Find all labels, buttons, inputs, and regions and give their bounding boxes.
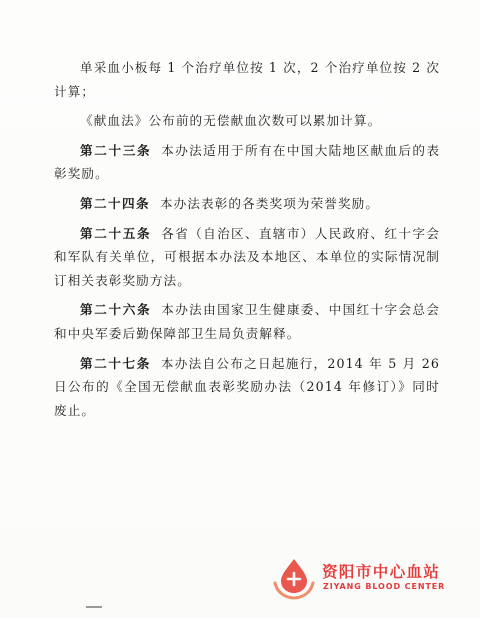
article-number: 第二十三条 [80, 142, 152, 158]
blood-center-watermark [272, 556, 462, 600]
article-number: 第二十五条 [80, 225, 152, 241]
blood-drop-hands-icon [272, 556, 316, 600]
article-number: 第二十四条 [80, 195, 150, 211]
article-number: 第二十六条 [80, 302, 152, 318]
article-27 [54, 352, 440, 423]
article-23 [54, 139, 440, 186]
document-body [54, 56, 440, 422]
paragraph-2 [54, 109, 440, 133]
blood-center-name: 资阳市中心血站 [322, 563, 441, 581]
paragraph-text: 单采血小板每 1 个治疗单位按 1 次，2 个治疗单位按 2 次计算； [54, 60, 440, 99]
article-26 [54, 298, 440, 345]
paragraph-1 [54, 56, 440, 103]
article-text: 本办法自公布之日起施行，2014 年 5 月 26 日公布的《全国无偿献血表彰奖励办法（2014 年修订）》同时废止。 [54, 355, 441, 418]
article-24 [54, 192, 440, 216]
article-number: 第二十七条 [80, 355, 151, 371]
article-text: 本办法表彰的各类奖项为荣誉奖励。 [159, 195, 380, 211]
article-25 [54, 222, 440, 293]
article-text: 各省（自治区、直辖市）人民政府、红十字会和军队有关单位，可根据本办法及本地区、本单位的实际情况制订相关表彰奖励方法。 [54, 225, 441, 288]
article-text: 本办法适用于所有在中国大陆地区献血后的表彰奖励。 [54, 142, 441, 182]
paragraph-text: 《献血法》公布前的无偿献血次数可以累加计算。 [80, 113, 382, 129]
page-number-fragment [86, 606, 102, 608]
blood-center-name-en: ZIYANG BLOOD CENTER [323, 582, 446, 591]
article-text: 本办法由国家卫生健康委、中国红十字会总会和中央军委后勤保障部卫生局负责解释。 [54, 302, 441, 341]
